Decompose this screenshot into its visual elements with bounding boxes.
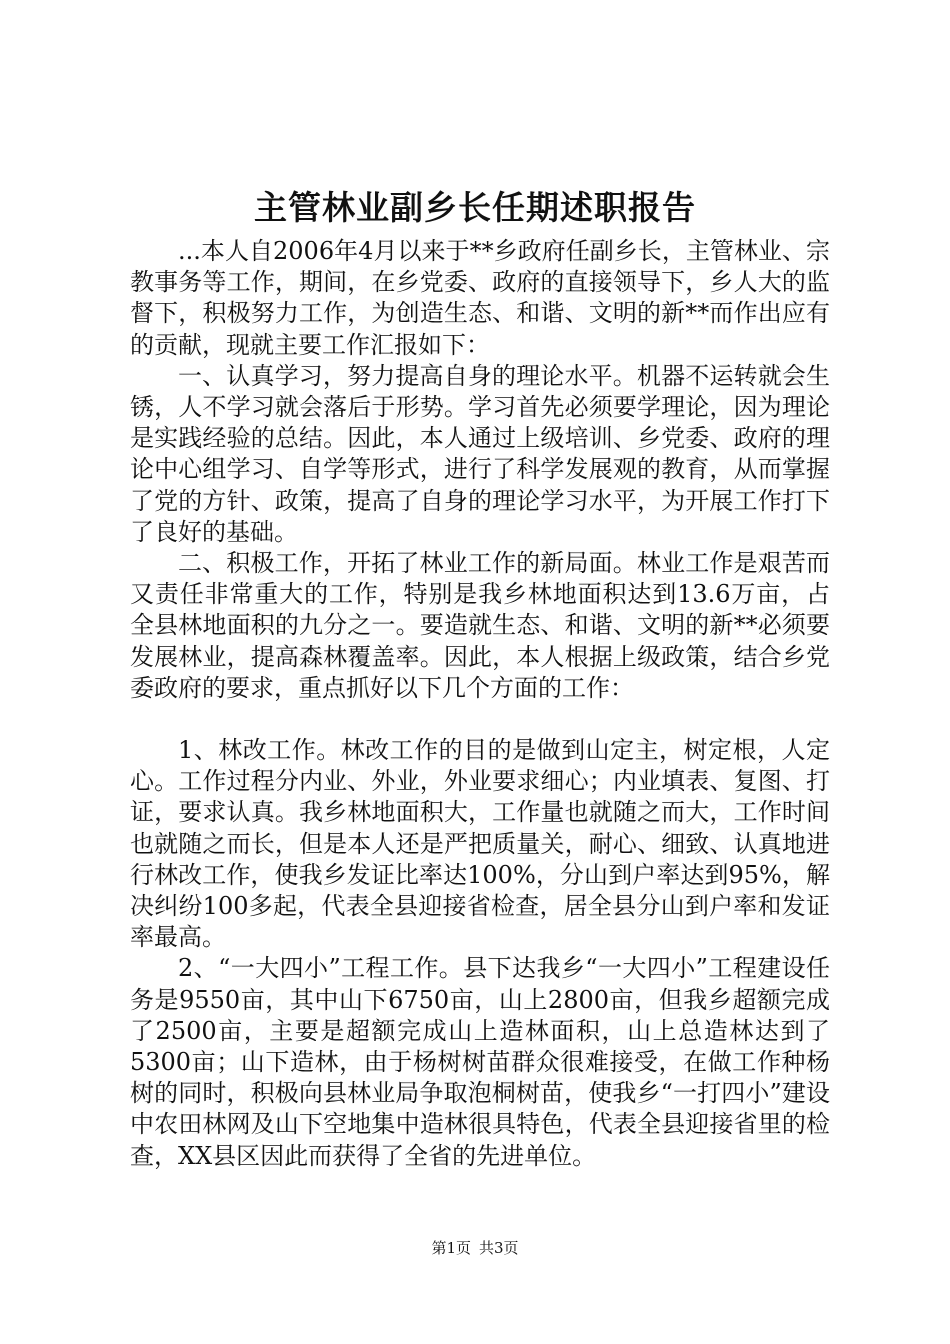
paragraph-item-2: 2、“一大四小”工程工作。县下达我乡“一大四小”工程建设任务是9550亩，其中山下6750亩，山上2800亩，但我乡超额完成了2500亩，主要是超额完成山上造林面积，山上总造林达到了5300亩；山下造林，由于杨树树苗群众很难接受，在做工作种杨树的同时，积极向县林业局争取泡桐树苗，使我乡“一打四小”建设中农田林网及山下空地集中造林很具特色，代表全县迎接省里的检查，XX县区因此而获得了全省的先进单位。: [130, 954, 830, 1170]
page-footer: [0, 1238, 950, 1258]
document-title: 主管林业副乡长任期述职报告: [254, 188, 696, 227]
page-total: 共3页: [479, 1239, 519, 1257]
paragraph-section-2: 二、积极工作，开拓了林业工作的新局面。林业工作是艰苦而又责任非常重大的工作，特别是我乡林地面积达到13.6万亩，占全县林地面积的九分之一。要造就生态、和谐、文明的新**必须要发展林业，提高森林覆盖率。因此，本人根据上级政策，结合乡党委政府的要求，重点抓好以下几个方面的工作：: [130, 549, 830, 702]
paragraph-intro: ...本人自2006年4月以来于**乡政府任副乡长，主管林业、宗教事务等工作，期间，在乡党委、政府的直接领导下，乡人大的监督下，积极努力工作，为创造生态、和谐、文明的新**而作出应有的贡献，现就主要工作汇报如下：: [130, 237, 830, 359]
paragraph-item-1: 1、林改工作。林改工作的目的是做到山定主，树定根，人定心。工作过程分内业、外业，外业要求细心；内业填表、复图、打证，要求认真。我乡林地面积大，工作量也就随之而大，工作时间也就随之而长，但是本人还是严把质量关，耐心、细致、认真地进行林改工作，使我乡发证比率达100%，分山到户率达到95%，解决纠纷100多起，代表全县迎接省检查，居全县分山到户率和发证率最高。: [130, 736, 830, 952]
page-number: 第1页: [431, 1239, 471, 1257]
paragraph-section-1: 一、认真学习，努力提高自身的理论水平。机器不运转就会生锈，人不学习就会落后于形势。学习首先必须要学理论，因为理论是实践经验的总结。因此，本人通过上级培训、乡党委、政府的理论中心组学习、自学等形式，进行了科学发展观的教育，从而掌握了党的方针、政策，提高了自身的理论学习水平，为开展工作打下了良好的基础。: [130, 361, 830, 546]
document-body: [130, 236, 830, 1172]
